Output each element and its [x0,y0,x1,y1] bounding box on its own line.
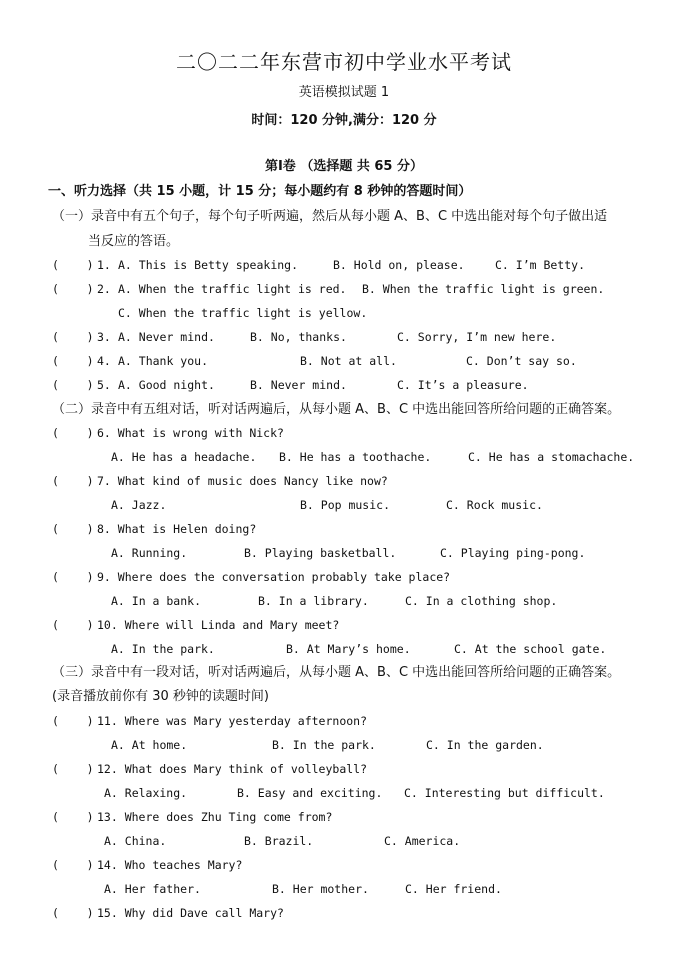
option-b: B. Brazil. [244,834,314,848]
option-a: A. China. [104,834,167,848]
sub3-instructions-line1: （三）录音中有一段对话，听对话两遍后，从每小题 A、B、C 中选出能回答所给问题的正确答案。 [52,665,621,680]
question-stem: 15. Why did Dave call Mary? [97,906,284,920]
answer-blank[interactable]: ( ) [52,810,94,824]
part1-heading: 第Ⅰ卷 （选择题 共 65 分） [264,159,424,174]
answer-blank[interactable]: ( ) [52,906,94,920]
option-a: A. Running. [111,546,188,560]
answer-blank[interactable]: ( ) [52,354,94,368]
question-number: 2. [97,282,111,296]
option-a: A. At home. [111,738,188,752]
question-stem: 11. Where was Mary yesterday afternoon? [97,714,368,728]
sub3-instructions-line2: (录音播放前你有 30 秒钟的读题时间) [52,689,269,704]
question-stem: 10. Where will Linda and Mary meet? [97,618,340,632]
option-a: A. Her father. [104,882,201,896]
option-b: B. When the traffic light is green. [362,282,605,296]
option-c: C. I’m Betty. [495,258,586,272]
option-c: C. Interesting but difficult. [404,786,605,800]
option-a: A. When the traffic light is red. [118,282,347,296]
option-c: C. Sorry, I’m new here. [397,330,557,344]
time-info: 时间：120 分钟,满分：120 分 [251,113,437,128]
option-c: C. Playing ping-pong. [440,546,586,560]
option-a: A. Thank you. [118,354,209,368]
answer-blank[interactable]: ( ) [52,378,94,392]
answer-blank[interactable]: ( ) [52,522,94,536]
option-c: C. America. [384,834,461,848]
question-number: 1. [97,258,111,272]
option-a: A. Jazz. [111,498,167,512]
exam-subtitle: 英语模拟试题 1 [298,85,390,100]
answer-blank[interactable]: ( ) [52,714,94,728]
option-c: C. He has a stomachache. [468,450,635,464]
answer-blank[interactable]: ( ) [52,282,94,296]
answer-blank[interactable]: ( ) [52,618,94,632]
section1-title: 一、听力选择（共 15 小题，计 15 分；每小题约有 8 秒钟的答题时间） [48,184,472,199]
option-b: B. In the park. [272,738,376,752]
option-c: C. It’s a pleasure. [397,378,529,392]
sub1-instructions-line1: （一）录音中有五个句子，每个句子听两遍，然后从每小题 A、B、C 中选出能对每个句子做出适 [52,209,608,224]
sub1-instructions-line2: 当反应的答语。 [88,234,180,249]
option-b: B. Not at all. [300,354,397,368]
option-a: A. Never mind. [118,330,215,344]
option-b: B. No, thanks. [250,330,347,344]
answer-blank[interactable]: ( ) [52,762,94,776]
option-b: B. Her mother. [272,882,369,896]
option-b: B. At Mary’s home. [286,642,411,656]
option-b: B. He has a toothache. [279,450,432,464]
answer-blank[interactable]: ( ) [52,570,94,584]
answer-blank[interactable]: ( ) [52,330,94,344]
answer-blank[interactable]: ( ) [52,426,94,440]
answer-blank[interactable]: ( ) [52,258,94,272]
option-c: C. In the garden. [426,738,544,752]
question-stem: 14. Who teaches Mary? [97,858,243,872]
option-a: A. Good night. [118,378,215,392]
question-stem: 13. Where does Zhu Ting come from? [97,810,333,824]
question-number: 3. [97,330,111,344]
option-b: B. Playing basketball. [244,546,397,560]
option-a: A. He has a headache. [111,450,257,464]
option-b: B. In a library. [258,594,369,608]
question-stem: 7. What kind of music does Nancy like now? [97,474,388,488]
option-a: A. Relaxing. [104,786,188,800]
option-a: A. In the park. [111,642,215,656]
option-c: C. Her friend. [405,882,502,896]
option-b: B. Pop music. [300,498,391,512]
option-b: B. Never mind. [250,378,347,392]
option-b: B. Easy and exciting. [237,786,383,800]
question-number: 4. [97,354,111,368]
option-b: B. Hold on, please. [333,258,465,272]
option-a: A. This is Betty speaking. [118,258,299,272]
question-stem: 6. What is wrong with Nick? [97,426,284,440]
answer-blank[interactable]: ( ) [52,474,94,488]
option-a: A. In a bank. [111,594,202,608]
question-number: 5. [97,378,111,392]
answer-blank[interactable]: ( ) [52,858,94,872]
sub2-instructions: （二）录音中有五组对话，听对话两遍后，从每小题 A、B、C 中选出能回答所给问题的正确答案。 [52,402,621,417]
option-c: C. Don’t say so. [466,354,577,368]
option-c: C. Rock music. [446,498,543,512]
option-c: C. At the school gate. [454,642,607,656]
option-c: C. In a clothing shop. [405,594,558,608]
question-stem: 9. Where does the conversation probably take place? [97,570,451,584]
exam-title: 二〇二二年东营市初中学业水平考试 [176,50,512,74]
question-stem: 8. What is Helen doing? [97,522,257,536]
option-c: C. When the traffic light is yellow. [118,306,368,320]
question-stem: 12. What does Mary think of volleyball? [97,762,368,776]
